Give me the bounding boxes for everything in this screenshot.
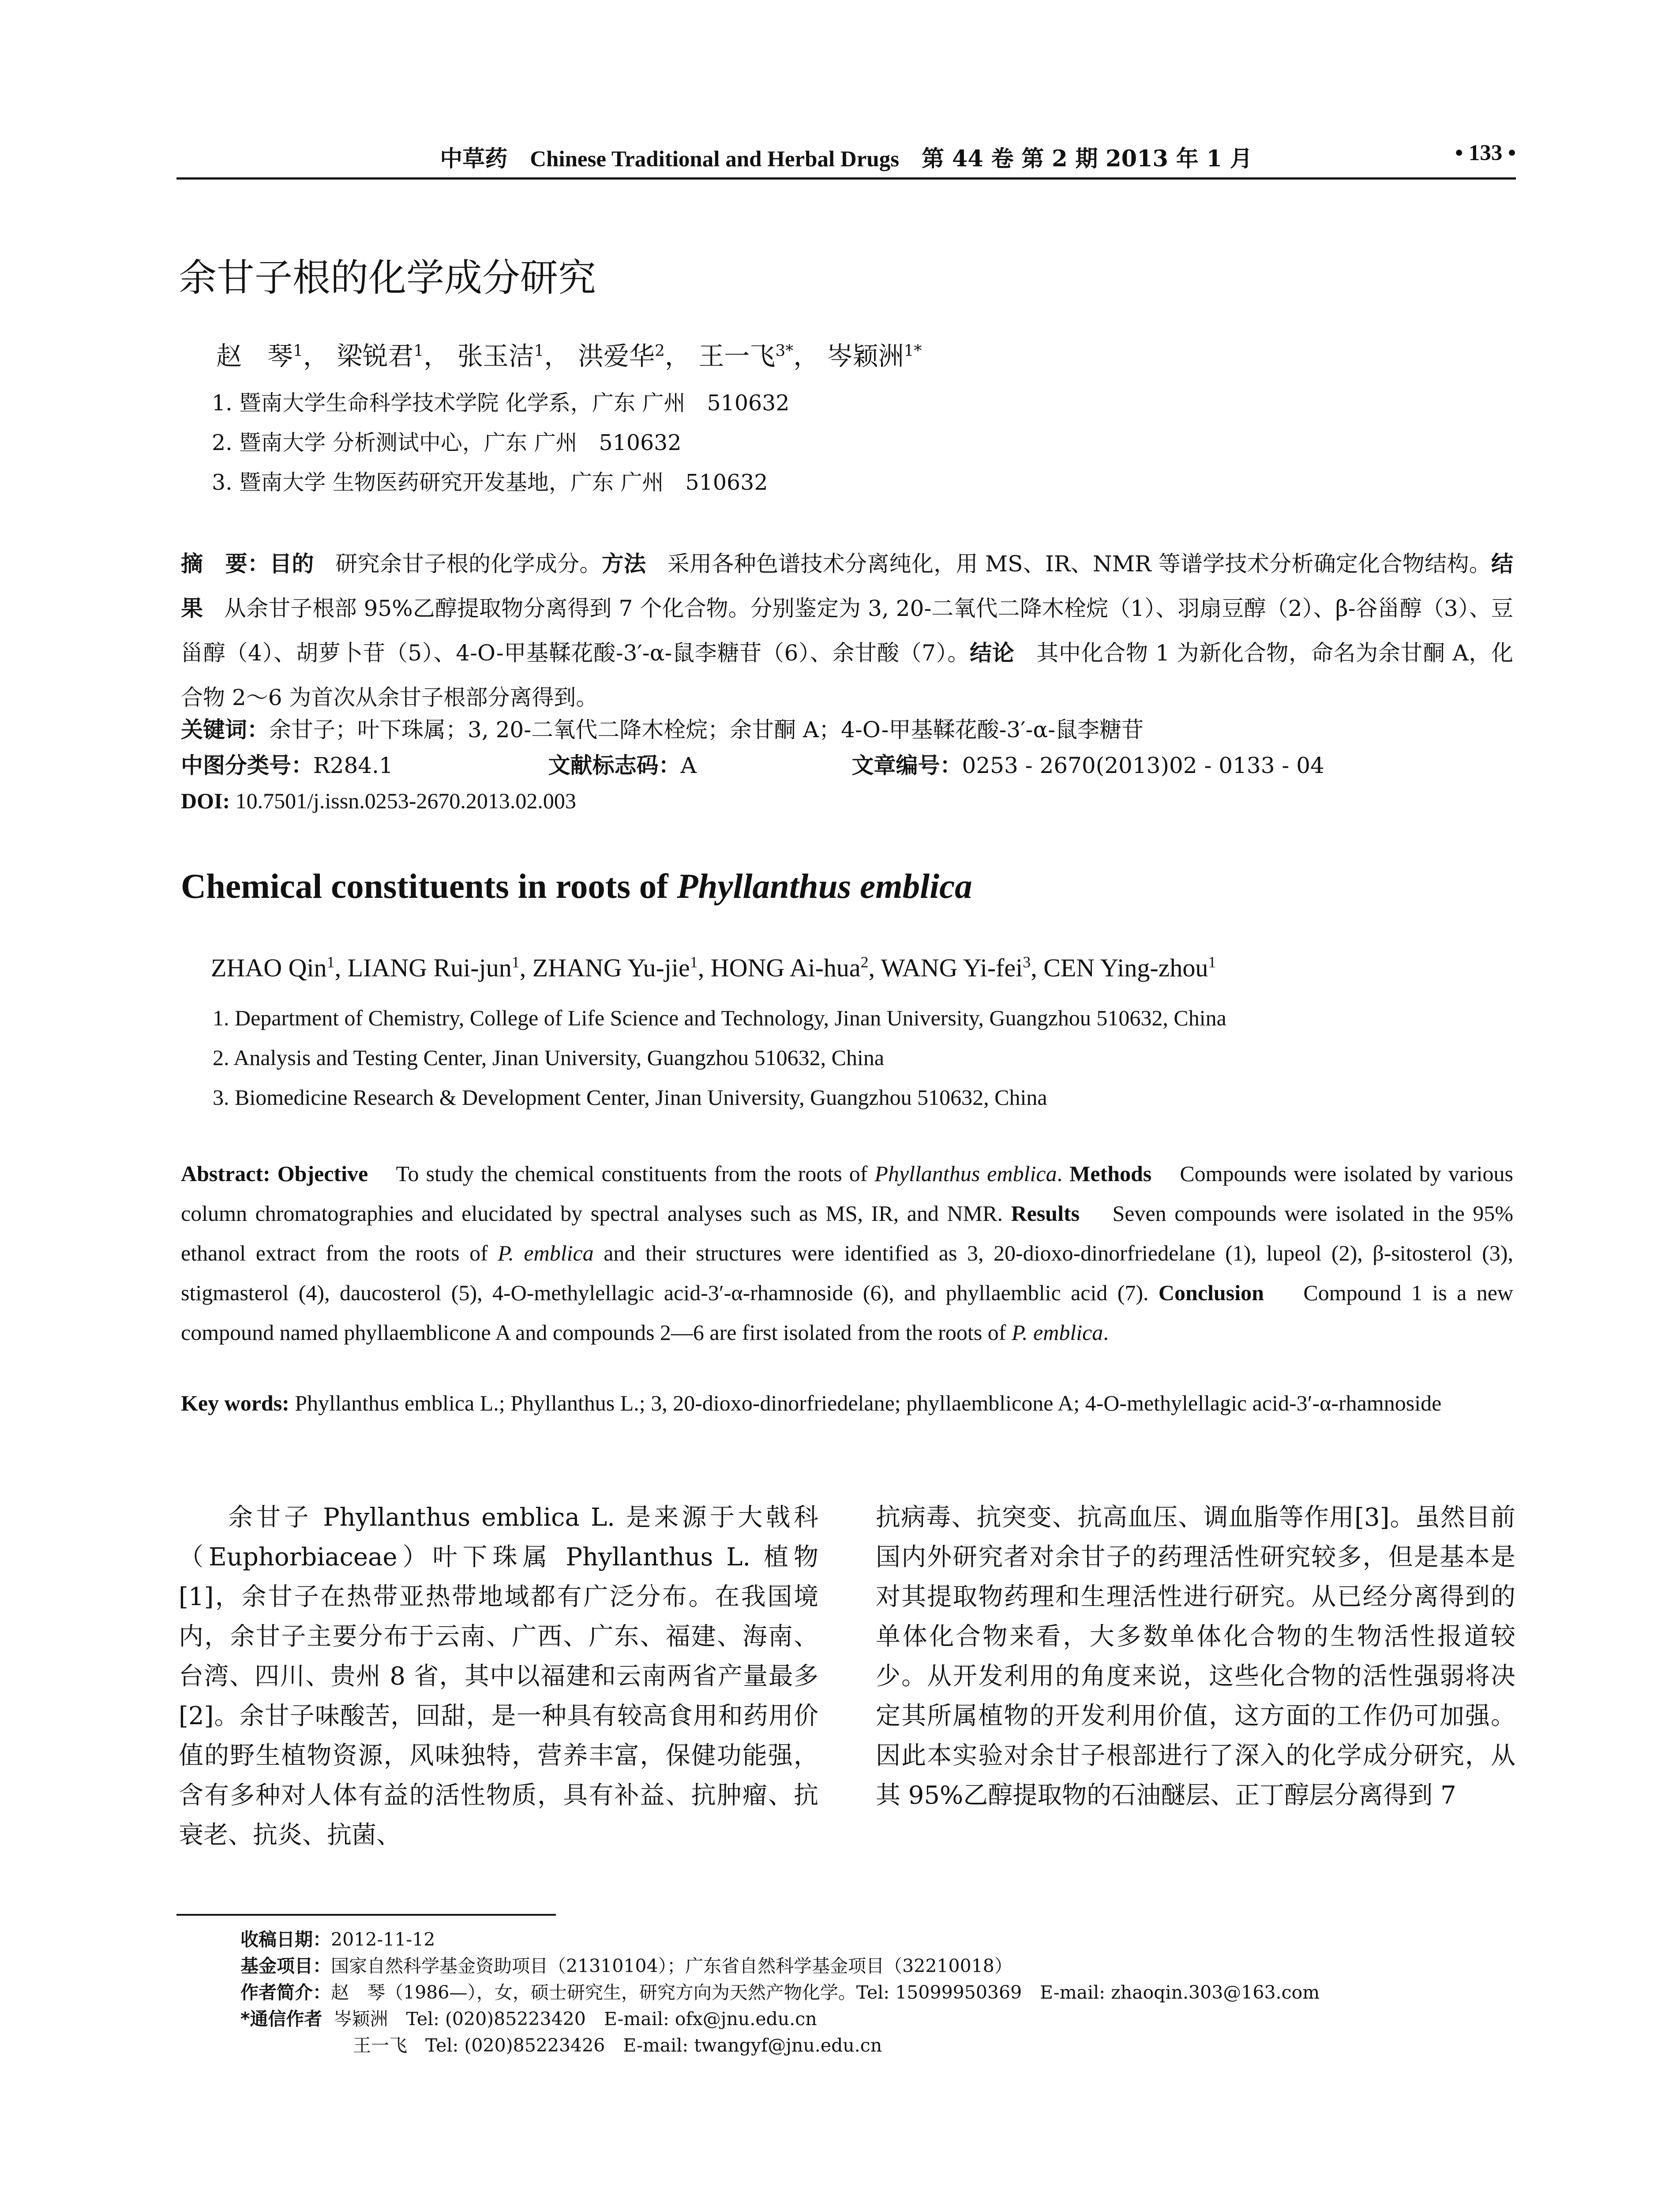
footnote-author xyxy=(240,1980,1320,2005)
species-name: Phyllanthus emblica xyxy=(874,1161,1057,1186)
title-en-species: Phyllanthus emblica xyxy=(677,867,972,906)
author-cn: 梁锐君$^1$ xyxy=(337,341,424,371)
author-en: ZHANG Yu-jie$^1$ xyxy=(532,953,698,982)
affiliation-en-2: 2. Analysis and Testing Center, Jinan University, Guangzhou 510632, China xyxy=(213,1045,885,1070)
author-cn: 洪爱华$^2$ xyxy=(578,341,665,371)
fund-text: 国家自然科学基金资助项目（21310104）；广东省自然科学基金项目（32210018） xyxy=(331,1955,1012,1977)
author-en: LIANG Rui-jun$^1$ xyxy=(347,953,520,982)
footnote-corresponding xyxy=(240,2007,817,2031)
keywords-cn xyxy=(181,712,1513,747)
title-en-plain: Chemical constituents in roots of xyxy=(181,867,677,906)
conclusion-en-end: . xyxy=(1103,1320,1109,1345)
doc-code-value: A xyxy=(680,753,697,778)
objective-en-label: Objective xyxy=(277,1161,368,1186)
journal-name-en: Chinese Traditional and Herbal Drugs xyxy=(530,147,900,172)
article-no-value: 0253 - 2670(2013)02 - 0133 - 04 xyxy=(962,753,1324,778)
article-no-label: 文章编号： xyxy=(851,753,962,778)
page-number: • 133 • xyxy=(1455,141,1516,165)
objective-label: 目的 xyxy=(270,551,314,577)
classification-line xyxy=(181,748,1513,783)
results-en-text: Seven compounds were isolated in the 95% ethanol extract from the roots of xyxy=(181,1201,1514,1265)
abstract-cn xyxy=(181,542,1513,720)
author-bio-text: 赵 琴（1986—），女，硕士研究生，研究方向为天然产物化学。Tel: 15099950369 E-mail: zhaoqin.303@163.com xyxy=(331,1982,1320,2003)
objective-en-text: To study the chemical constituents from the roots of xyxy=(396,1161,875,1186)
abstract-en: Abstract: Objective To study the chemical constituents from the roots of Phyllanthus emblica. Methods Compounds were isolated by various column chromatographies and elucidated by spectral analyses such as MS, IR, and NMR. Results Seven compounds were isolated in the 95% ethanol extract from the roots of P. emblica and their structures were identified as 3, 20-dioxo-dinorfriedelane (1), lupeol (2), β-sitosterol (3), stigmasterol (4), daucosterol (5), 4-O-methylellagic acid-3′-α-rhamnoside (6), and phyllaemblic acid (7). Conclusion Compound 1 is a new compound named phyllaemblicone A and compounds 2—6 are first isolated from the roots of P. emblica. xyxy=(181,1161,1514,1345)
keywords-en-text: Phyllanthus emblica L.; Phyllanthus L.; 3, 20-dioxo-dinorfriedelane; phyllaemblicone A; 4-O-methylellagic acid-3′-α-rhamnoside xyxy=(295,1391,1442,1415)
running-header xyxy=(176,140,1516,171)
results-en-label: Results xyxy=(1011,1201,1080,1226)
species-name-short: P. emblica xyxy=(1011,1320,1103,1345)
author-cn: 岑颖洲$^{1*}$ xyxy=(827,341,922,371)
issue-info: 第 44 卷 第 2 期 2013 年 1 月 xyxy=(922,146,1252,172)
fund-label: 基金项目： xyxy=(240,1955,331,1977)
title-cn: 余甘子根的化学成分研究 xyxy=(179,256,596,300)
author-cn: 张玉洁$^1$ xyxy=(457,341,544,371)
methods-en-text: Compounds were isolated by various column chromatographies and elucidated by spectral analyses such as MS, IR, and NMR. xyxy=(181,1161,1513,1226)
author-en: WANG Yi-fei$^3$ xyxy=(881,953,1031,982)
results-text: 从余甘子根部 95%乙醇提取物分离得到 7 个化合物。分别鉴定为 3, 20-二氧代二降木栓烷（1）、羽扇豆醇（2）、β-谷甾醇（3）、豆甾醇（4）、胡萝卜苷（5）、4-O-甲基鞣花酸-3′-α-鼠李糖苷（6）、余甘酸（7）。 xyxy=(181,596,1513,666)
methods-text: 采用各种色谱技术分离纯化，用 MS、IR、NMR 等谱学技术分析确定化合物结构。 xyxy=(667,551,1492,577)
corresponding-1: 岑颖洲 Tel: (020)85223420 E-mail: ofx@jnu.edu.cn xyxy=(334,2008,817,2030)
footnote-rule xyxy=(176,1914,556,1916)
keywords-cn-label: 关键词： xyxy=(181,717,269,743)
corresponding-label: *通信作者 xyxy=(240,2008,322,2030)
footnote-corresponding-2: 王一飞 Tel: (020)85223426 E-mail: twangyf@jnu.edu.cn xyxy=(353,2035,882,2056)
keywords-cn-text: 余甘子；叶下珠属；3, 20-二氧代二降木栓烷；余甘酮 A；4-O-甲基鞣花酸-3′-α-鼠李糖苷 xyxy=(269,717,1144,743)
title-en xyxy=(181,867,972,907)
author-cn: 王一飞$^{3*}$ xyxy=(698,341,794,371)
journal-name-cn: 中草药 xyxy=(440,146,508,172)
doi-label: DOI: xyxy=(181,788,230,813)
footnote-fund xyxy=(240,1954,1012,1978)
conclusion-label: 结论 xyxy=(970,640,1015,666)
clc-value: R284.1 xyxy=(313,753,393,778)
conclusion-text: 其中化合物 1 为新化合物，命名为余甘酮 A，化合物 2～6 为首次从余甘子根部分离得到。 xyxy=(181,640,1513,710)
abstract-cn-label: 摘 要： xyxy=(181,551,270,577)
author-cn: 赵 琴$^1$ xyxy=(216,341,303,371)
objective-text: 研究余甘子根的化学成分。 xyxy=(335,551,602,577)
header-rule xyxy=(176,177,1516,180)
affiliation-cn-2: 2. 暨南大学 分析测试中心，广东 广州 510632 xyxy=(212,430,682,455)
affiliation-en-1: 1. Department of Chemistry, College of Life Science and Technology, Jinan University, Guangzhou 510632, China xyxy=(213,1005,1226,1030)
conclusion-en-text: Compound 1 is a new compound named phyllaemblicone A and compounds 2—6 are first isolated from the roots of xyxy=(181,1280,1514,1345)
species-name-short: P. emblica xyxy=(498,1241,594,1265)
body-column-left: 余甘子 Phyllanthus emblica L. 是来源于大戟科（Euphorbiaceae）叶下珠属 Phyllanthus L. 植物[1]，余甘子在热带亚热带地域都有广泛分布。在我国境内，余甘子主要分布于云南、广西、广东、福建、海南、台湾、四川、贵州 8 省，其中以福建和云南两省产量最多[2]。余甘子味酸苦，回甜，是一种具有较高食用和药用价值的野生植物资源，风味独特，营养丰富，保健功能强，含有多种对人体有益的活性物质，具有补益、抗肿瘤、抗衰老、抗炎、抗菌、 xyxy=(179,1503,818,1850)
methods-en-label: Methods xyxy=(1069,1161,1152,1186)
results-en-text-2: and their structures were identified as 3, 20-dioxo-dinorfriedelane (1), lupeol (2), β-sitosterol (3), stigmasterol (4), daucosterol (5), 4-O-methylellagic acid-3′-α-rhamnoside (6), and phyllaemblic acid (7). xyxy=(181,1241,1513,1305)
author-bio-label: 作者简介： xyxy=(240,1982,331,2003)
received-label: 收稿日期： xyxy=(240,1929,331,1950)
methods-label: 方法 xyxy=(601,551,646,577)
keywords-en-label: Key words: xyxy=(181,1391,289,1415)
affiliation-cn-1: 1. 暨南大学生命科学技术学院 化学系，广东 广州 510632 xyxy=(212,390,790,416)
doc-code-label: 文献标志码： xyxy=(548,753,681,778)
conclusion-en-label: Conclusion xyxy=(1158,1280,1264,1305)
authors-cn: 赵 琴$^1$， 梁锐君$^1$， 张玉洁$^1$， 洪爱华$^2$， 王一飞$^{3*}$， 岑颖洲$^{1*}$ xyxy=(216,341,922,371)
keywords-en xyxy=(181,1383,1513,1423)
doi-line xyxy=(181,783,1513,818)
affiliation-cn-3: 3. 暨南大学 生物医药研究开发基地，广东 广州 510632 xyxy=(212,470,768,495)
clc-label: 中图分类号： xyxy=(181,753,313,778)
abstract-en-label: Abstract: xyxy=(181,1161,270,1186)
authors-en: ZHAO Qin$^1$, LIANG Rui-jun$^1$, ZHANG Yu-jie$^1$, HONG Ai-hua$^2$, WANG Yi-fei$^3$, CEN Ying-zhou$^1$ xyxy=(211,953,1216,982)
header-journal-line xyxy=(176,140,1516,173)
received-date: 2012-11-12 xyxy=(331,1929,435,1950)
author-en: ZHAO Qin$^1$ xyxy=(211,953,335,982)
body-column-right: 抗病毒、抗突变、抗高血压、调血脂等作用[3]。虽然目前国内外研究者对余甘子的药理活性研究较多，但是基本是对其提取物药理和生理活性进行研究。从已经分离得到的单体化合物来看，大多数单体化合物的生物活性报道较少。从开发利用的角度来说，这些化合物的活性强弱将决定其所属植物的开发利用价值，这方面的工作仍可加强。因此本实验对余甘子根部进行了深入的化学成分研究，从其 95%乙醇提取物的石油醚层、正丁醇层分离得到 7 xyxy=(876,1503,1515,1810)
author-en: HONG Ai-hua$^2$ xyxy=(710,953,869,982)
doi-value[interactable]: 10.7501/j.issn.0253-2670.2013.02.003 xyxy=(235,788,576,813)
affiliation-en-3: 3. Biomedicine Research & Development Center, Jinan University, Guangzhou 510632, China xyxy=(213,1085,1047,1110)
author-en: CEN Ying-zhou$^1$ xyxy=(1043,953,1216,982)
footnote-received xyxy=(240,1927,435,1952)
results-label: 结果 xyxy=(181,551,1514,621)
